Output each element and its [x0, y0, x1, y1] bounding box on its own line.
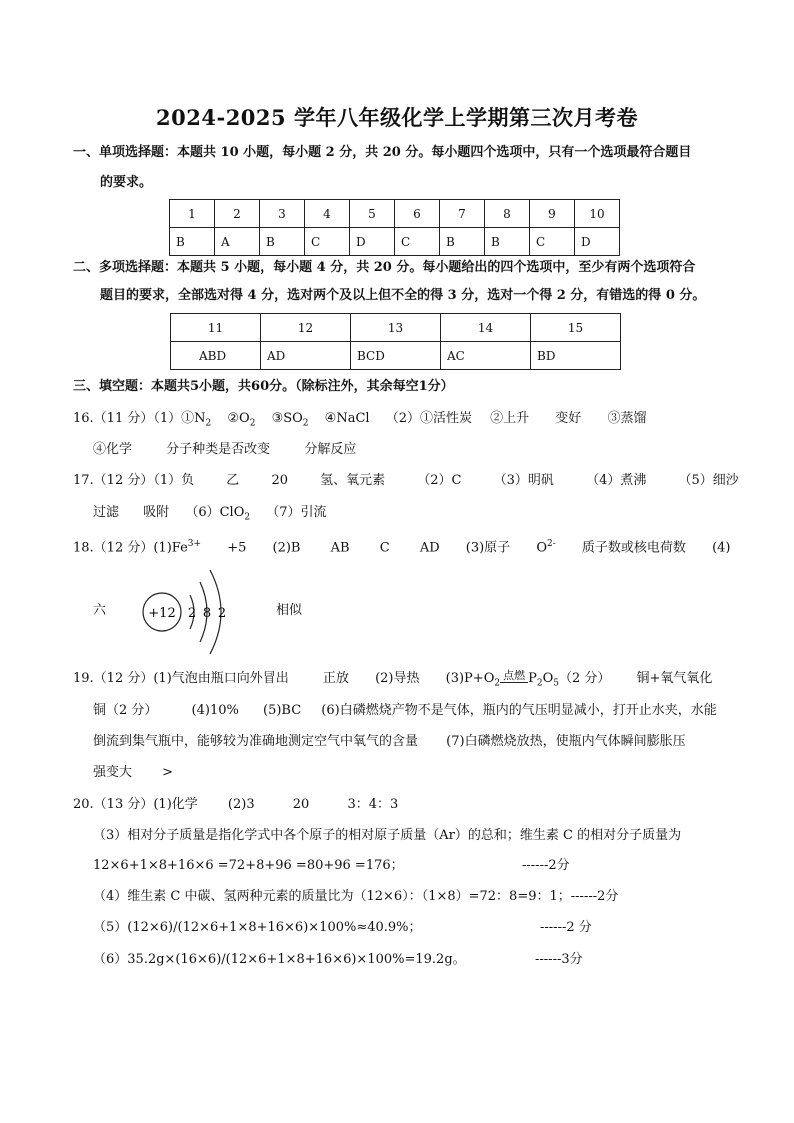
table-cell-answer: D [350, 228, 395, 256]
table-cell-answer: AC [441, 342, 531, 370]
page-title: 2024-2025 学年八年级化学上学期第三次月考卷 [156, 105, 638, 130]
table-cell-answer: BCD [351, 342, 441, 370]
q20-line6: （6）35.2g×(16×6)/(12×6+1×8+16×6)×100%=19.2g。 [93, 952, 466, 967]
table-cell-answer: B [440, 228, 485, 256]
q16-line2: ④化学 分子种类是否改变 分解反应 [93, 442, 357, 457]
table-cell-number: 15 [531, 314, 621, 342]
table-row [170, 228, 620, 256]
table-cell-number: 5 [350, 200, 395, 228]
table-cell-number: 4 [305, 200, 350, 228]
q19-line2: 铜（2 分） (4)10% (5)BC (6)白磷燃烧产物不是气体，瓶内的气压明显减小，打开止水夹，水能 [93, 703, 717, 718]
question-number: 18.（12 分） [73, 540, 154, 556]
table-cell-answer: AD [261, 342, 351, 370]
table-cell-answer: C [395, 228, 440, 256]
table-cell-number: 13 [351, 314, 441, 342]
shell-electron-count: 8 [202, 606, 212, 621]
table-row [170, 200, 620, 228]
table-row [171, 314, 621, 342]
table-cell-number: 12 [261, 314, 351, 342]
q17-line1: 17.（12 分）（1）负 乙 20 氢、氧元素 （2）C （3）明矾 （4）煮沸 （5）细沙 [73, 473, 739, 488]
q19-line3: 倒流到集气瓶中，能够较为准确地测定空气中氧气的含量 (7)白磷燃烧放热，使瓶内气体瞬间膨胀压 [93, 734, 686, 749]
table-cell-number: 9 [530, 200, 575, 228]
table-cell-answer: B [170, 228, 215, 256]
section2-heading-line1: 二、多项选择题：本题共 5 小题，每小题 4 分，共 20 分。每小题给出的四个选项中，至少有两个选项符合 [73, 260, 696, 275]
question-number: 17.（12 分） [73, 473, 154, 488]
table-cell-number: 10 [575, 200, 620, 228]
question-number: 20.（13 分） [73, 797, 154, 812]
shell-electron-count: 2 [187, 606, 197, 621]
q20-line3: 12×6+1×8+16×6 =72+8+96 =80+96 =176； [93, 858, 404, 873]
table-cell-number: 6 [395, 200, 440, 228]
table-cell-number: 14 [441, 314, 531, 342]
table-cell-number: 11 [171, 314, 261, 342]
q20-line5-score: ------2 分 [540, 920, 592, 935]
table-cell-answer: B [485, 228, 530, 256]
question-number: 19.（12 分） [73, 671, 154, 686]
table-cell-answer: C [530, 228, 575, 256]
q20-line2: （3）相对分子质量是指化学式中各个原子的相对原子质量（Ar）的总和；维生素 C 的相对分子质量为 [93, 828, 682, 843]
section3-heading: 三、填空题：本题共5小题，共60分。（除标注外，其余每空1分） [73, 379, 454, 394]
multiple-choice-answer-table [170, 313, 621, 370]
q20-line6-score: ------3分 [535, 952, 583, 967]
table-cell-answer: A [215, 228, 260, 256]
reaction-condition: 点燃 [500, 670, 528, 683]
table-cell-number: 2 [215, 200, 260, 228]
single-choice-answer-table [169, 199, 620, 256]
nucleus-charge: +12 [148, 606, 176, 621]
q20-line5: （5）(12×6)/(12×6+1×8+16×6)×100%≈40.9%； [93, 920, 422, 935]
q18-line1: 18.（12 分）$(1)Fe^{3+} +5$ (2)B AB C AD (3)原子 $O^{2-}$ 质子数或核电荷数 (4) [73, 539, 731, 556]
q20-line3-score: ------2分 [522, 858, 570, 873]
table-cell-answer: B [260, 228, 305, 256]
q19-line1: 19.（12 分）(1)气泡由瓶口向外冒出 正放 (2)导热 $(3)P+O_2$点燃 $P_2O_5(2$ 分） 铜+氧气氧化 [73, 669, 713, 689]
shell-electron-count: 2 [217, 606, 227, 621]
section1-heading-line2: 的要求。 [100, 175, 153, 190]
section1-heading-line1: 一、单项选择题：本题共 10 小题，每小题 2 分，共 20 分。每小题四个选项中，只有一个选项最符合题目 [73, 145, 692, 160]
table-cell-answer: D [575, 228, 620, 256]
magnesium-atom-structure-diagram [140, 565, 240, 660]
q17-line2: 过滤 吸附 （6）ClO$_2$ （7）引流 [93, 505, 327, 523]
table-cell-answer: ABD [171, 342, 261, 370]
q18-answer-six: 六 [93, 603, 107, 618]
table-cell-number: 7 [440, 200, 485, 228]
q19-line4: 强变大 > [93, 765, 174, 780]
table-cell-number: 1 [170, 200, 215, 228]
q20-line4: （4）维生素 C 中碳、氢两种元素的质量比为（12×6）：（1×8）=72：8=9：1；------2分 [93, 889, 619, 904]
question-number: 16.（11 分） [73, 411, 154, 426]
q16-line1: 16.（11 分）$(1)①N_2$ $②O_2$ $③SO_2$ ④NaCl （2）①活性炭 ②上升 变好 ③蒸馏 [73, 411, 647, 429]
table-cell-answer: C [305, 228, 350, 256]
q20-line1: 20.（13 分）(1)化学 (2)3 20 3：4：3 [73, 797, 399, 812]
table-row [171, 342, 621, 370]
q18-answer-similar: 相似 [276, 603, 303, 618]
table-cell-number: 8 [485, 200, 530, 228]
section2-heading-line2: 题目的要求，全部选对得 4 分，选对两个及以上但不全的得 3 分，选对一个得 2 分，有错选的得 0 分。 [100, 288, 706, 303]
table-cell-answer: BD [531, 342, 621, 370]
table-cell-number: 3 [260, 200, 305, 228]
